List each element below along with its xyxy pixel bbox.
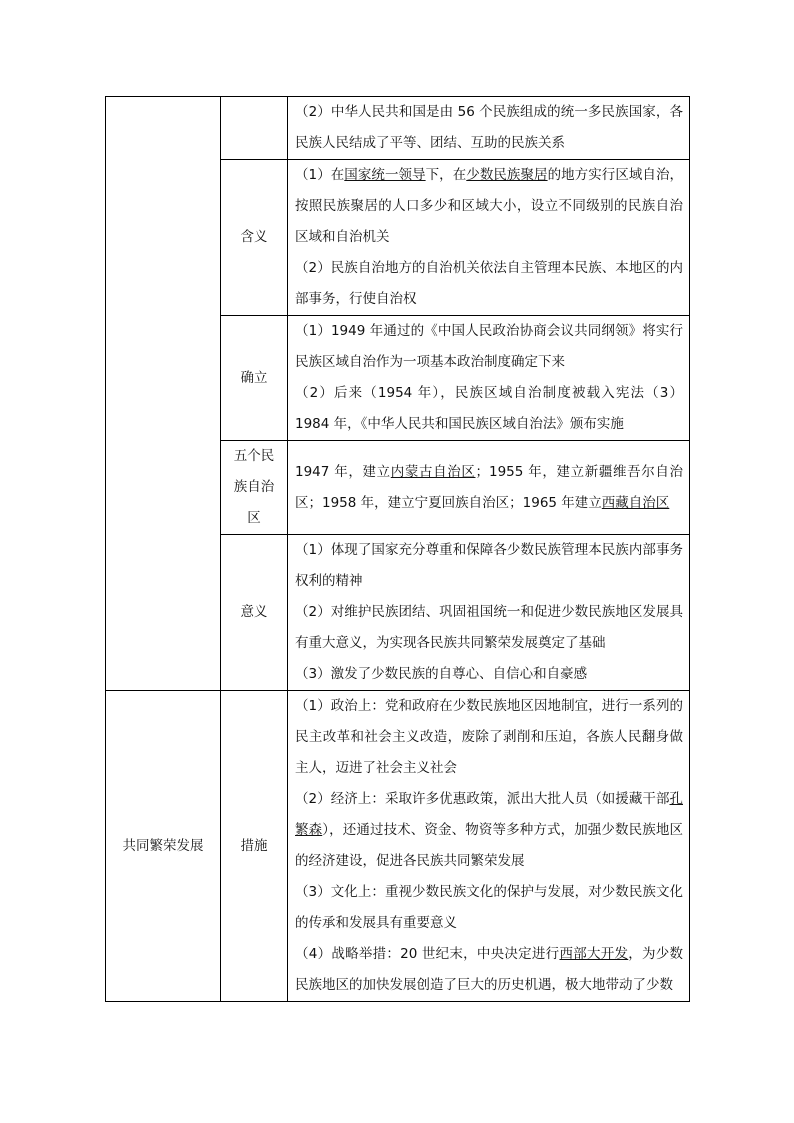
content-cell <box>288 160 690 316</box>
paragraph: （1）政治上：党和政府在少数民族地区因地制宜，进行一系列的民主改革和社会主义改造，废除了剥削和压迫，各族人民翻身做主人，迈进了社会主义社会 <box>295 698 683 776</box>
category-cell-empty <box>106 97 221 691</box>
underlined-term: 国家统一领导 <box>344 167 426 183</box>
underlined-term: 少数民族聚居 <box>466 167 548 183</box>
paragraph: （2）后来（1954 年），民族区域自治制度被载入宪法（3）1984 年，《中华人民共和国民族区域自治法》颁布实施 <box>295 385 683 432</box>
subhead-five-regions: 五个民 族自治 区 <box>221 441 288 535</box>
paragraph: （2）经济上：采取许多优惠政策，派出大批人员（如援藏干部孔繁森），还通过技术、资金、物资等多种方式，加强少数民族地区的经济建设，促进各民族共同繁荣发展 <box>295 791 684 869</box>
table-row <box>106 97 690 160</box>
paragraph: （2）民族自治地方的自治机关依法自主管理本民族、本地区的内部事务，行使自治权 <box>295 260 683 307</box>
underlined-term: 西部大开发 <box>559 946 629 962</box>
paragraph: （4）战略举措：20 世纪末，中央决定进行西部大开发，为少数民族地区的加快发展创造了巨大的历史机遇，极大地带动了少数 <box>295 946 684 993</box>
summary-table <box>105 96 690 1002</box>
underlined-term: 西藏自治区 <box>601 494 670 511</box>
paragraph: （2）对维护民族团结、巩固祖国统一和促进少数民族地区发展具有重大意义，为实现各民族共同繁荣发展奠定了基础 <box>295 604 683 651</box>
subhead-meaning: 含义 <box>221 160 288 316</box>
paragraph: （3）文化上：重视少数民族文化的保护与发展，对少数民族文化的传承和发展具有重要意义 <box>295 884 683 931</box>
paragraph: （1）在国家统一领导下，在少数民族聚居的地方实行区域自治，按照民族聚居的人口多少和区域大小，设立不同级别的民族自治区域和自治机关 <box>295 167 684 245</box>
content-cell <box>288 316 690 441</box>
category-common-prosperity: 共同繁荣发展 <box>106 691 221 1002</box>
paragraph: （3）激发了少数民族的自尊心、自信心和自豪感 <box>295 666 588 682</box>
subhead-significance: 意义 <box>221 535 288 691</box>
subhead-cell-empty <box>221 97 288 160</box>
underlined-term: 内蒙古自治区 <box>390 463 476 480</box>
subhead-measures: 措施 <box>221 691 288 1002</box>
content-cell <box>288 691 690 1002</box>
paragraph: （1）体现了国家充分尊重和保障各少数民族管理本民族内部事务权利的精神 <box>295 542 683 589</box>
underlined-term: 孔繁森 <box>295 791 683 838</box>
paragraph: （2）中华人民共和国是由 56 个民族组成的统一多民族国家，各民族人民结成了平等、团结、互助的民族关系 <box>295 104 683 151</box>
subhead-establish: 确立 <box>221 316 288 441</box>
content-cell <box>288 97 690 160</box>
paragraph: （1）1949 年通过的《中国人民政治协商会议共同纲领》将实行民族区域自治作为一项基本政治制度确定下来 <box>295 323 683 370</box>
content-cell <box>288 441 690 535</box>
paragraph: 1947 年，建立内蒙古自治区；1955 年，建立新疆维吾尔自治区；1958 年，建立宁夏回族自治区；1965 年建立西藏自治区 <box>295 463 683 511</box>
table-row <box>106 691 690 1002</box>
content-cell <box>288 535 690 691</box>
